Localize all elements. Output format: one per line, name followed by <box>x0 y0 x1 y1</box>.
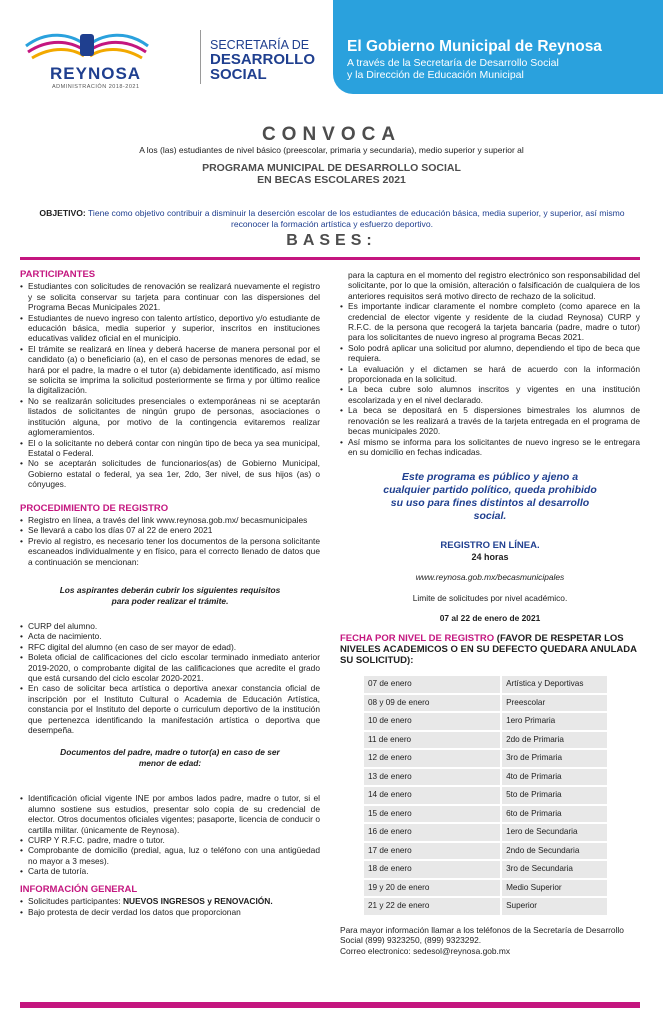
schedule-date: 12 de enero <box>364 750 500 767</box>
schedule-level: Artística y Deportivas <box>502 676 607 693</box>
list-item: • La evaluación y el dictamen se hará de acuerdo con la información proporcionada en la solicitud. <box>340 364 640 385</box>
secretaria-line3: SOCIAL <box>210 66 267 83</box>
list-item: • Estudiantes con solicitudes de renovación se realizará nuevamente el registro y se solicita conservar su tarjeta para continuar con las dispersiones del Programa Becas Municipales 2021. <box>20 281 320 312</box>
table-row <box>364 843 607 860</box>
schedule-date: 18 de enero <box>364 861 500 878</box>
list-item: • La beca se depositará en 5 dispersiones bimestrales los alumnos de renovación se les realizará a través de la tarjeta entregada en el programa de becas municipales 2020. <box>340 405 640 436</box>
right-column <box>340 270 640 956</box>
schedule-date: 07 de enero <box>364 676 500 693</box>
fecha-label: FECHA POR NIVEL DE REGISTRO <box>340 633 495 645</box>
secretaria-title <box>210 38 315 82</box>
registro-title: REGISTRO EN LÍNEA. <box>440 540 540 552</box>
list-item: • El trámite se realizará en línea y deberá hacerse de manera personal por el candidato (a) o beneficiario (a), en el caso de personas menores de edad, se hará por el padre, la madre o el tutor (a) debidamente identificado, así mismo se solicita se imprima la solicitud posteriormente se firma y por último realice la digitalización. <box>20 344 320 396</box>
contact-email: Correo electronico: sedesol@reynosa.gob.mx <box>340 945 511 956</box>
procedimiento-heading: PROCEDIMIENTO DE REGISTRO <box>20 502 169 514</box>
schedule-level: Medio Superior <box>502 880 607 897</box>
table-row <box>364 750 607 767</box>
fechas-text: 07 al 22 de enero de 2021 <box>439 612 541 623</box>
schedule-date: 17 de enero <box>364 843 500 860</box>
schedule-level: 2do de Primaria <box>502 732 607 749</box>
schedule-date: 10 de enero <box>364 713 500 730</box>
convoca-heading: CONVOCA <box>261 124 402 145</box>
schedule-date: 13 de enero <box>364 769 500 786</box>
table-row <box>364 713 607 730</box>
schedule-date: 15 de enero <box>364 806 500 823</box>
schedule-date: 14 de enero <box>364 787 500 804</box>
participantes-list <box>20 281 320 489</box>
registro-link[interactable]: www.reynosa.gob.mx/becasmunicipales <box>415 572 565 583</box>
table-row <box>364 861 607 878</box>
schedule-level: Superior <box>502 898 607 915</box>
table-row <box>364 732 607 749</box>
schedule-level: 1ero de Secundaria <box>502 824 607 841</box>
objective-label: OBJETIVO: <box>39 208 86 218</box>
bases-heading: BASES: <box>286 232 377 249</box>
list-item: • Solo podrá aplicar una solicitud por alumno, dependiendo el tipo de beca que requiera. <box>340 343 640 364</box>
left-column <box>20 270 320 917</box>
participantes-heading: PARTICIPANTES <box>20 269 96 280</box>
contact-info <box>340 925 640 956</box>
info-item1-prefix: Solicitudes participantes: <box>28 896 123 907</box>
fecha-heading <box>340 633 640 666</box>
list-item: • No se aceptarán solicitudes de funcionarios(as) de Gobierno Municipal, Gobierno estatal o federal, ya sea 1er, 2do, 3er nivel, de sus hijos (as) o cónyuges. <box>20 458 320 489</box>
program-title-line2: EN BECAS ESCOLARES 2021 <box>257 174 406 186</box>
list-item: • Previo al registro, es necesario tener los documentos de la persona solicitante escaneados individualmente y en físico, para el correcto llenado de datos que a continuación se mencionan: <box>20 536 320 567</box>
government-title: El Gobierno Municipal de Reynosa <box>347 38 602 55</box>
schedule-date: 16 de enero <box>364 824 500 841</box>
logo-wings-icon <box>22 28 152 68</box>
schedule-level: 5to de Primaria <box>502 787 607 804</box>
government-banner <box>333 0 663 94</box>
table-row <box>364 806 607 823</box>
objective <box>30 208 634 230</box>
list-item: • Carta de tutoría. <box>20 866 320 876</box>
secretaria-line1: SECRETARÍA DE <box>210 38 310 52</box>
contact-phones: Para mayor información llamar a los teléfonos de la Secretaría de Desarrollo Social (899) 9323250, (899) 9323292. <box>340 924 624 946</box>
list-item: • Comprobante de domicilio (predial, agua, luz o teléfono con una antigüedad no mayor a 3 meses). <box>20 845 320 866</box>
schedule-level: 6to de Primaria <box>502 806 607 823</box>
table-row <box>364 824 607 841</box>
schedule-date: 19 y 20 de enero <box>364 880 500 897</box>
public-program-notice: Este programa es público y ajeno a cualquier partido político, queda prohibido su uso para fines distintos al desarrollo social. <box>383 471 597 523</box>
table-row <box>364 695 607 712</box>
procedimiento-list <box>20 515 320 567</box>
schedule-level: 4to de Primaria <box>502 769 607 786</box>
gov-sub-line1: A través de la Secretaría de Desarrollo Social <box>347 57 559 69</box>
list-item: • Así mismo se informa para los solicitantes de nuevo ingreso se le entregara en su domicilio en fechas indicadas. <box>340 437 640 458</box>
list-item: • La beca cubre solo alumnos inscritos y vigentes en una institución escolarizada y en el nivel declarado. <box>340 384 640 405</box>
requisitos-list <box>20 621 320 735</box>
list-item: • En caso de solicitar beca artística o deportiva anexar constancia oficial de inscripción por el Instituto Cultural o Academia de Educación Artística, constancia por el Instituto del deporte o curriculum deportivo de la institución que pertenezca identificando la manifestación artística o deportiva que desempeña. <box>20 683 320 735</box>
schedule-date: 11 de enero <box>364 732 500 749</box>
header-divider <box>200 30 201 84</box>
header <box>0 0 663 100</box>
list-item: • Registro en línea, a través del link www.reynosa.gob.mx/ becasmunicipales <box>20 515 320 525</box>
list-item: • Boleta oficial de calificaciones del ciclo escolar terminado inmediato anterior 2019-2020, o comprobante digital de las calificaciones que acredite el grado que está cursando del ciclo escolar 2020-2021. <box>20 652 320 683</box>
list-item: • No se realizarán solicitudes presenciales o extemporáneas ni se aceptarán listados de solicitantes de ningún grupo de personas, asociaciones o institución alguna, por motivo de la contingencia evitaremos realizar aglomeramientos. <box>20 396 320 438</box>
informacion-list <box>20 896 320 917</box>
secretaria-line2: DESARROLLO <box>210 51 315 68</box>
limite-text: Limite de solicitudes por nivel académico. <box>412 592 568 603</box>
bottom-rule <box>20 1002 640 1008</box>
table-row <box>364 769 607 786</box>
schedule-date: 08 y 09 de enero <box>364 695 500 712</box>
program-title <box>0 162 663 186</box>
reynosa-logo <box>22 28 152 96</box>
list-item: • Estudiantes de nuevo ingreso con talento artístico, deportivo y/o estudiante de educación básica, media superior y superior, inscritos en instituciones educativas validez oficial en el municipio. <box>20 313 320 344</box>
schedule-table <box>362 674 609 917</box>
schedule-level: 3ro de Primaria <box>502 750 607 767</box>
list-item: • Es importante indicar claramente el nombre completo (como aparece en la credencial de elector vigente y residente de la ciudad Reynosa) CURP y R.F.C. de la persona que recogerá la tarjeta bancaria (padre, madre o tutor) para los solicitantes de nuevo ingreso al programa Becas 2021. <box>340 301 640 343</box>
government-subtitle <box>347 57 559 81</box>
schedule-level: 2ndo de Secundaria <box>502 843 607 860</box>
list-item: • Identificación oficial vigente INE por ambos lados padre, madre o tutor, si el alumno sostiene sus estudios, presentar solo copia de su credencial de elector. Otros documentos oficiales vigentes; pasaporte, licencia de conducir o cartilla militar. (únicamente de Reynosa). <box>20 793 320 835</box>
objective-text: Tiene como objetivo contribuir a disminuir la deserción escolar de los estudiantes de educación básica, media superior, y superior, así mismo reconocer la formación artística y esfuerzo deportivo. <box>85 208 625 229</box>
tutor-docs-list <box>20 793 320 876</box>
schedule-level: 3ro de Secundaria <box>502 861 607 878</box>
list-item: • Bajo protesta de decir verdad los datos que proporcionan <box>20 907 320 917</box>
fecha-rest: (FAVOR DE RESPETAR LOS NIVELES ACADEMICOS O EN SU DEFECTO QUEDARA ANULADA SU SOLICITUD): <box>340 633 637 667</box>
registro-hours: 24 horas <box>471 551 509 562</box>
logo-subtitle: ADMINISTRACIÓN 2018-2021 <box>52 84 140 90</box>
table-row <box>364 676 607 693</box>
table-row <box>364 880 607 897</box>
list-item: • Se llevará a cabo los días 07 al 22 de enero 2021 <box>20 525 320 535</box>
program-title-line1: PROGRAMA MUNICIPAL DE DESARROLLO SOCIAL <box>202 162 461 174</box>
informacion-heading: INFORMACIÓN GENERAL <box>20 883 138 895</box>
table-row <box>364 787 607 804</box>
continuation-text: para la captura en el momento del registro electrónico son responsabilidad del solicitante, por lo que la omisión, alteración o falsificación de cualquiera de los anteriores requisitos será motivo directo de rechazo de la solicitud. <box>348 270 640 301</box>
list-item <box>20 896 320 906</box>
top-rule <box>20 257 640 260</box>
schedule-date: 21 y 22 de enero <box>364 898 500 915</box>
list-item: • Acta de nacimiento. <box>20 631 320 641</box>
gov-sub-line2: y la Dirección de Educación Municipal <box>347 69 524 81</box>
right-list <box>340 301 640 457</box>
logo-text: REYNOSA <box>50 64 142 83</box>
info-item1-bold: NUEVOS INGRESOS y RENOVACIÓN. <box>122 896 273 907</box>
list-item: • RFC digital del alumno (en caso de ser mayor de edad). <box>20 642 320 652</box>
tutor-note: Documentos del padre, madre o tutor(a) en caso de ser menor de edad: <box>60 747 280 769</box>
list-item: • El o la solicitante no deberá contar con ningún tipo de beca ya sea municipal, Estatal o Federal. <box>20 438 320 459</box>
intro-text: A los (las) estudiantes de nivel básico (preescolar, primaria y secundaria), medio superior y superior al <box>139 145 524 155</box>
table-row <box>364 898 607 915</box>
schedule-level: 1ero Primaria <box>502 713 607 730</box>
list-item: • CURP Y R.F.C. padre, madre o tutor. <box>20 835 320 845</box>
list-item: • CURP del alumno. <box>20 621 320 631</box>
requisitos-note: Los aspirantes deberán cubrir los siguientes requisitos para poder realizar el trámite. <box>59 584 281 606</box>
schedule-level: Preescolar <box>502 695 607 712</box>
